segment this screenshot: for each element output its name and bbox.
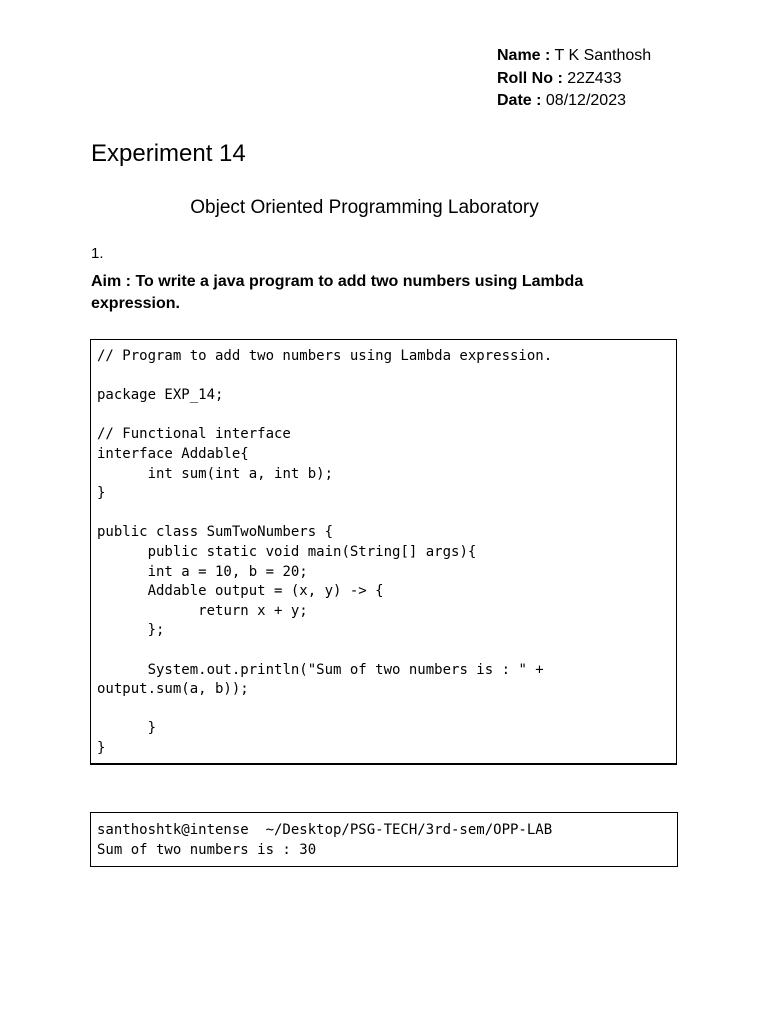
code-text: // Program to add two numbers using Lambda expression. package EXP_14; // Functional interface interface Addable{ int sum(int a, int b); } public class SumTwoNumbers { public static void main(String[] args){ int a = 10, b = 20; Addable output = (x, y) -> { return x + y; }; System.out.println("Sum of two numbers is : " + output.sum(a, b)); } }	[97, 348, 553, 756]
aim-statement: Aim : To write a java program to add two numbers using Lambda expression.	[91, 273, 584, 312]
date-row	[497, 90, 651, 113]
output-text: santhoshtk@intense ~/Desktop/PSG-TECH/3rd-sem/OPP-LAB Sum of two numbers is : 30	[97, 822, 553, 858]
date-value: 08/12/2023	[545, 92, 626, 109]
name-label: Name :	[497, 47, 551, 64]
name-row	[497, 45, 651, 68]
lab-subtitle: Object Oriented Programming Laboratory	[190, 197, 539, 218]
experiment-title: Experiment 14	[91, 140, 246, 167]
roll-label: Roll No :	[497, 69, 563, 87]
roll-value: 22Z433	[567, 69, 622, 87]
output-block	[90, 812, 678, 867]
date-label: Date :	[497, 92, 542, 109]
name-value: T K Santhosh	[554, 47, 652, 64]
student-info	[497, 45, 651, 113]
question-number: 1.	[91, 245, 104, 262]
code-block	[90, 339, 677, 765]
roll-row	[497, 68, 651, 91]
